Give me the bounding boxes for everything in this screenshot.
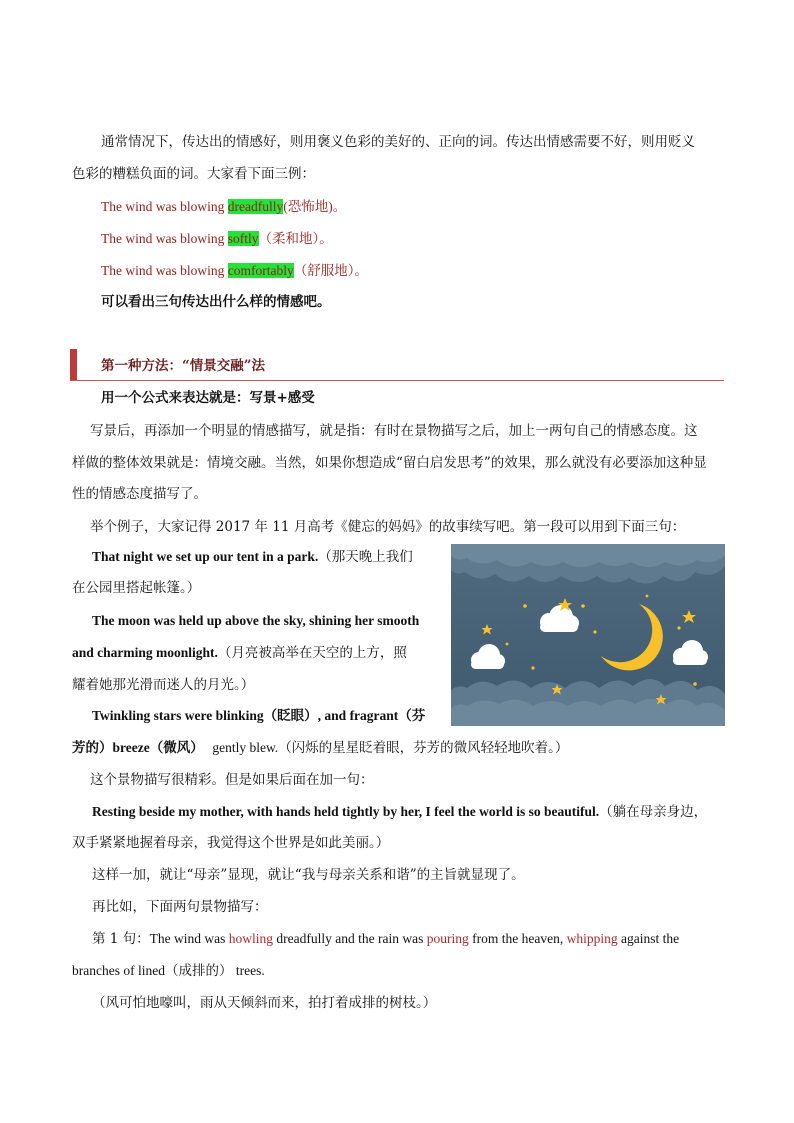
sentence-3-gloss-2a: （芬 xyxy=(398,708,426,724)
sentence-5-howling: howling xyxy=(228,931,274,946)
sentence-1-cn-1: （那天晚上我们 xyxy=(318,549,413,565)
para3: 这个景物描写很精彩。但是如果后面在加一句： xyxy=(90,772,374,788)
sentence-5-t3: from the heaven, xyxy=(468,931,567,946)
sentence-4-en: Resting beside my mother, with hands held tightly by her, I feel the world is so beautiful. xyxy=(92,804,600,819)
section-divider xyxy=(70,380,724,381)
sentence-5-t6: trees. xyxy=(232,963,265,978)
example-1-pre: The wind was blowing xyxy=(101,199,228,214)
example-1 xyxy=(101,196,346,218)
example-1-highlight: dreadfully xyxy=(227,199,284,214)
sentence-3-en-3: breeze xyxy=(112,740,150,755)
example-2-highlight: softly xyxy=(227,231,259,246)
sentence-5-t4: against the xyxy=(617,931,680,946)
bottom-clouds xyxy=(451,679,725,726)
sentence-3-gloss-2b: 芳的） xyxy=(72,740,113,756)
conclusion: 可以看出三句传达出什么样的情感吧。 xyxy=(101,294,331,310)
sentence-3-line-2 xyxy=(72,737,568,759)
sentence-4-cn-1: （躺在母亲身边， xyxy=(599,804,708,820)
sentence-2-en-1: The moon was held up above the sky, shining her smooth xyxy=(92,613,420,628)
example-2-pre: The wind was blowing xyxy=(101,231,228,246)
sentence-5-line-1 xyxy=(92,928,679,950)
intro-line-2: 色彩的糟糕负面的词。大家看下面三例： xyxy=(72,166,315,182)
sentence-3-gloss-1: （眨眼） xyxy=(263,708,318,724)
example-1-post: (恐怖地)。 xyxy=(283,199,347,214)
example-3-pre: The wind was blowing xyxy=(101,263,228,278)
sentence-2-en-2: and charming moonlight. xyxy=(72,645,218,660)
sentence-3-cn: （闪烁的星星眨着眼，芬芳的微风轻轻地吹着。） xyxy=(278,740,569,756)
formula: 用一个公式来表达就是：写景+感受 xyxy=(101,390,315,406)
moon-night-illustration xyxy=(451,544,725,726)
sentence-5-t2: dreadfully and the rain was xyxy=(273,931,427,946)
sentence-4-cn-2: 双手紧紧地握着母亲，我觉得这个世界是如此美丽。） xyxy=(72,835,390,851)
sentence-2-line-2 xyxy=(72,642,407,664)
sentence-3-gloss-3: （微风） xyxy=(149,740,204,756)
example-2 xyxy=(101,228,333,250)
example-3-highlight: comfortably xyxy=(227,263,294,278)
para1-line-3: 性的情感态度描写了。 xyxy=(72,486,207,502)
sentence-3-line-1 xyxy=(92,705,425,727)
sentence-3-en-4: gently blew. xyxy=(212,740,279,755)
intro-line-1: 通常情况下，传达出的情感好，则用褒义色彩的美好的、正向的词。传达出情感需要不好，则用贬义 xyxy=(101,134,695,150)
sentence-5-gloss: （成排的） xyxy=(164,963,233,979)
sentence-1-en: That night we set up our tent in a park. xyxy=(92,549,319,564)
sentence-5-label: 第 1 句： xyxy=(92,931,150,947)
sentence-3-en-2: , and fragrant xyxy=(317,708,399,723)
sentence-5-t1: The wind was xyxy=(149,931,229,946)
sentence-2-cn-1: （月亮被高举在天空的上方，照 xyxy=(217,645,407,661)
para4: 这样一加，就让“母亲”显现，就让“我与母亲关系和谐”的主旨就显现了。 xyxy=(92,867,525,883)
sentence-1-line-1 xyxy=(92,546,413,568)
example-3 xyxy=(101,260,368,282)
sentence-3-en-1: Twinkling stars were blinking xyxy=(92,708,264,723)
sentence-5-cn: （风可怕地嚎叫，雨从天倾斜而来，拍打着成排的树枝。） xyxy=(92,995,437,1011)
sentence-5-line-2 xyxy=(72,960,265,982)
sentence-5-whipping: whipping xyxy=(566,931,618,946)
section-marker xyxy=(70,349,77,380)
para5: 再比如，下面两句景物描写： xyxy=(92,899,268,915)
sentence-5-pouring: pouring xyxy=(426,931,469,946)
para1-line-2: 样做的整体效果就是：情境交融。当然，如果你想造成“留白启发思考”的效果，那么就没有必要添加这种显 xyxy=(72,455,707,471)
section-title: 第一种方法：“情景交融”法 xyxy=(101,358,266,374)
sentence-4-line-1 xyxy=(92,801,707,823)
para2: 举个例子，大家记得 2017 年 11 月高考《健忘的妈妈》的故事续写吧。第一段可以用到下面三句： xyxy=(90,519,686,535)
sentence-5-t5: branches of lined xyxy=(72,963,165,978)
sentence-2-cn-2: 耀着她那光滑而迷人的月光。） xyxy=(72,677,255,693)
example-3-post: （舒服地）。 xyxy=(293,263,368,278)
example-2-post: （柔和地）。 xyxy=(258,231,333,246)
sentence-1-cn-2: 在公园里搭起帐篷。） xyxy=(72,580,201,596)
para1-line-1: 写景后，再添加一个明显的情感描写，就是指：有时在景物描写之后，加上一两句自己的情感态度。这 xyxy=(90,423,698,439)
